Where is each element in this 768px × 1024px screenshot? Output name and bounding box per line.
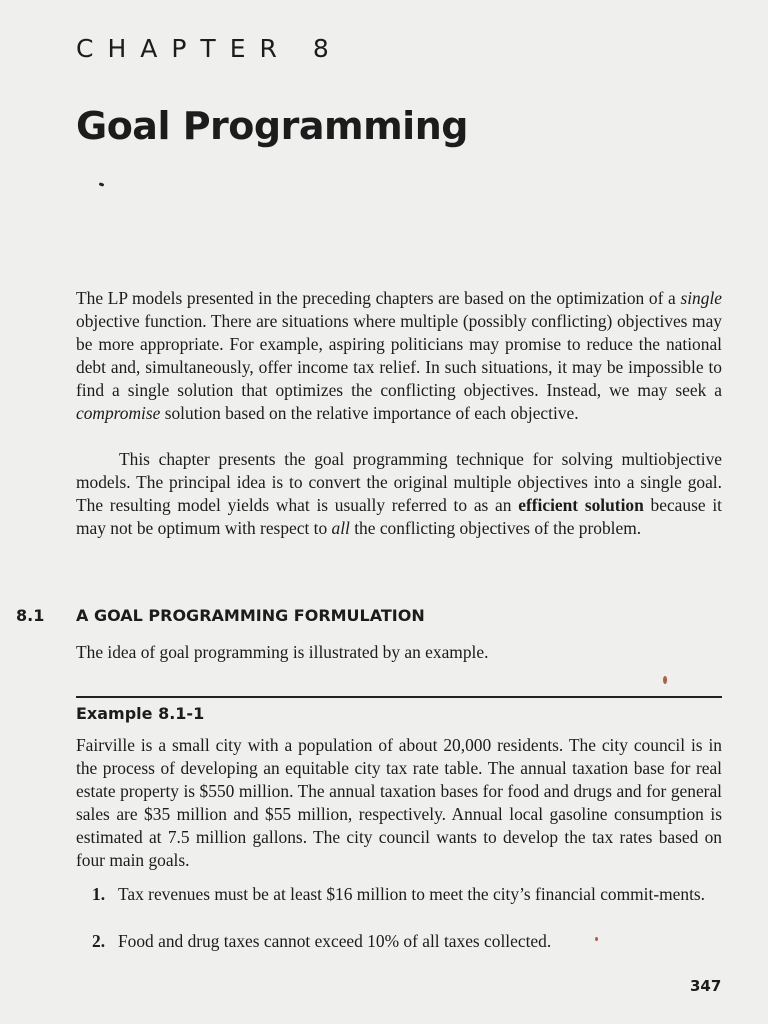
- goal-number: 1.: [92, 884, 106, 904]
- example-text: Fairville is a small city with a population of about 20,000 residents. The city council is in the process of developing an equitable city tax rate table. The annual taxation base for real estate property is $550 million. The annual taxation bases for food and drugs and for general sales are $35 million and $55 million, respectively. Annual local gasoline consumption is estimated at 7.5 million gallons. The city council wants to develop the tax rates based on four main goals.: [76, 735, 722, 870]
- section-number: 8.1: [16, 606, 45, 625]
- intro-p2-text-a: This chapter presents the goal programming technique for solving multiobjective models. The principal idea is to convert the original multiple objectives into a single goal. The resulting model yields what is usually referred to as an: [76, 449, 722, 515]
- example-heading: Example 8.1-1: [76, 704, 205, 723]
- scan-mark: [663, 676, 667, 684]
- goal-number: 2.: [92, 931, 106, 951]
- chapter-label: CHAPTER 8: [76, 34, 343, 63]
- intro-p2-emphasis-all: all: [331, 518, 350, 538]
- intro-p2-text-c: the conflicting objectives of the problem.: [349, 518, 642, 538]
- scan-mark: [595, 937, 598, 941]
- section-intro: The idea of goal programming is illustrated by an example.: [76, 642, 489, 662]
- intro-p2-text-b: because it may not be optimum with respect to: [76, 495, 722, 538]
- intro-p1-emphasis-compromise: compromise: [76, 403, 161, 423]
- goal-list-item: [92, 883, 722, 906]
- goal-text: Food and drug taxes cannot exceed 10% of all taxes collected.: [118, 931, 552, 951]
- intro-p2-bold-efficient-solution: efficient solution: [518, 495, 644, 515]
- chapter-title: Goal Programming: [76, 104, 468, 148]
- intro-p1-text-c: solution based on the relative importance of each objective.: [160, 403, 579, 423]
- intro-p1-emphasis-single: single: [680, 288, 722, 308]
- page-number: 347: [690, 977, 722, 995]
- intro-p1-text-a: The LP models presented in the preceding chapters are based on the optimization of a: [76, 288, 681, 308]
- intro-paragraph-1: [76, 287, 722, 425]
- section-title: A GOAL PROGRAMMING FORMULATION: [76, 606, 425, 625]
- intro-p1-text-b: objective function. There are situations where multiple (possibly conflicting) objectives may be more appropriate. For example, aspiring politicians may promise to reduce the national debt and, simultaneously, offer income tax relief. In such situations, it may be impossible to find a single solution that optimizes the conflicting objectives. Instead, we may seek a: [76, 311, 722, 400]
- goal-list-item: [92, 930, 722, 953]
- goal-text: Tax revenues must be at least $16 million to meet the city’s financial commit-ments.: [118, 884, 706, 904]
- scan-speck: [99, 182, 105, 187]
- intro-paragraph-2: [76, 448, 722, 540]
- example-divider: [76, 696, 722, 698]
